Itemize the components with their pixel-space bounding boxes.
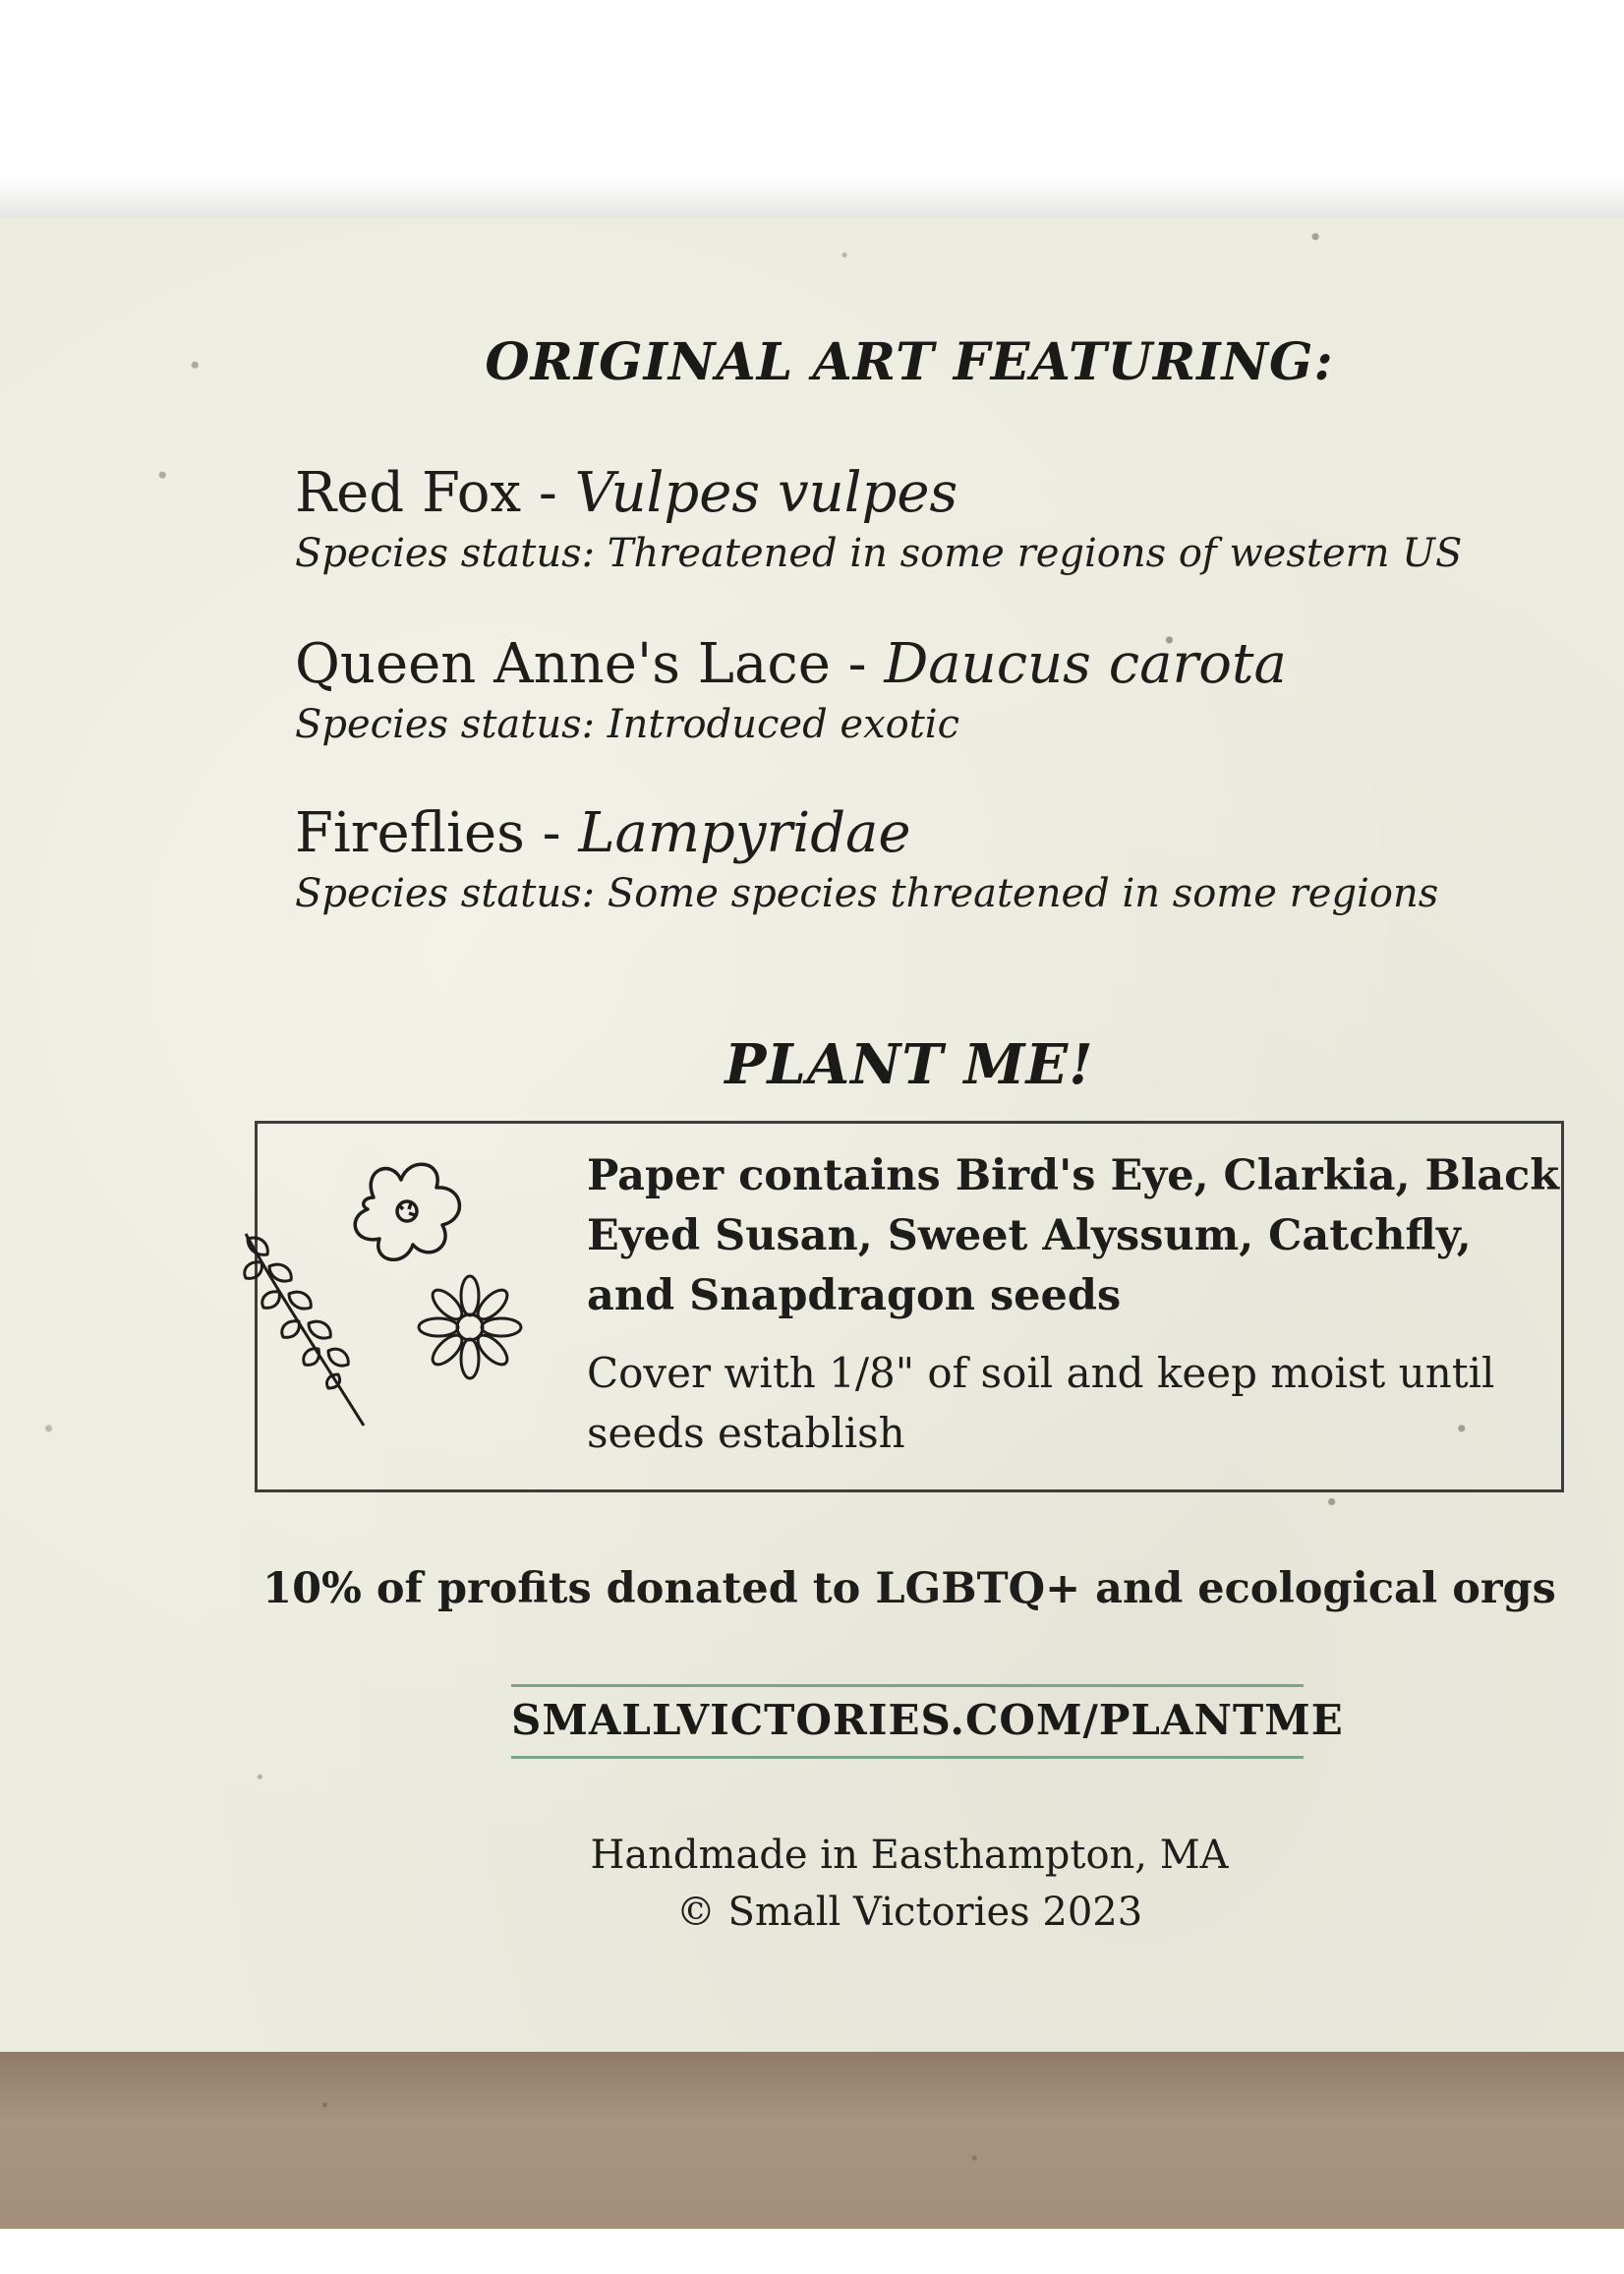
species-name	[295, 633, 1573, 696]
website-link-frame	[511, 1684, 1344, 1759]
species-entry-fireflies	[295, 802, 1573, 918]
copyright-line: © Small Victories 2023	[675, 1890, 1143, 1935]
species-separator: -	[524, 801, 579, 865]
seed-contents-text: Paper contains Bird's Eye, Clarkia, Black Eyed Susan, Sweet Alyssum, Catchfly, and Snapdragon seeds	[587, 1151, 1560, 1320]
species-name	[295, 462, 1573, 525]
species-entry-red-fox	[295, 462, 1573, 578]
flower-icon	[355, 1164, 459, 1259]
planting-care-text: Cover with 1/8" of soil and keep moist until seeds establish	[587, 1349, 1495, 1457]
seed-flowers-illustration	[236, 1140, 551, 1435]
footer	[0, 1827, 1624, 1941]
species-common-name: Queen Anne's Lace	[295, 632, 831, 696]
plant-me-heading: PLANT ME!	[725, 1032, 1094, 1097]
lavender-sprig-icon	[245, 1234, 364, 1426]
species-latin-name: Lampyridae	[578, 801, 911, 865]
species-status: Species status: Some species threatened in some regions	[295, 871, 1439, 916]
kraft-envelope	[0, 2052, 1624, 2229]
donation-statement: 10% of profits donated to LGBTQ+ and ecological orgs	[262, 1564, 1556, 1613]
bottom-margin	[0, 2229, 1624, 2274]
species-latin-name: Vulpes vulpes	[574, 461, 958, 525]
species-status: Species status: Introduced exotic	[295, 702, 959, 747]
species-entry-queen-annes-lace	[295, 633, 1573, 749]
species-common-name: Red Fox	[295, 461, 522, 525]
species-name	[295, 802, 1573, 865]
website-link: SMALLVICTORIES.COM/PLANTME	[511, 1696, 1344, 1744]
daisy-icon	[419, 1276, 521, 1378]
species-common-name: Fireflies	[295, 801, 525, 865]
art-heading: ORIGINAL ART FEATURING:	[485, 332, 1334, 392]
origin-line: Handmade in Easthampton, MA	[590, 1833, 1229, 1878]
species-separator: -	[830, 632, 885, 696]
species-separator: -	[521, 461, 575, 525]
species-latin-name: Daucus carota	[884, 632, 1287, 696]
species-status: Species status: Threatened in some regions of western US	[295, 531, 1463, 576]
